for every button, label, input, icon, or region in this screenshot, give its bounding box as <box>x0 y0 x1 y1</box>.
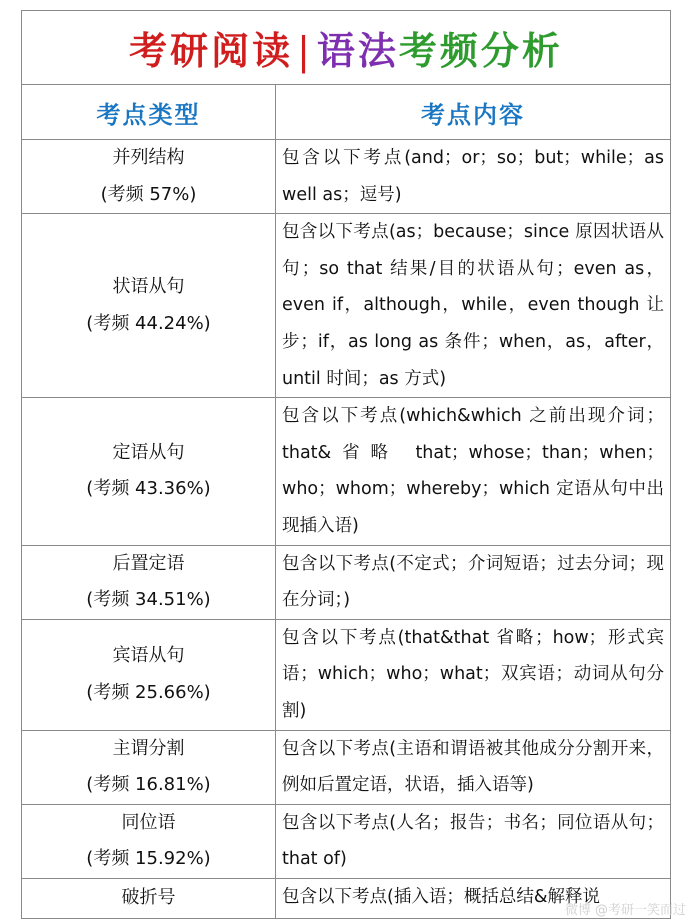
content-cell: 包含以下考点(and；or；so；but；while；as well as；逗号) <box>276 140 671 214</box>
title-part-1: 考研阅读 <box>129 29 294 73</box>
table-row <box>22 140 671 214</box>
type-cell <box>22 878 276 918</box>
table-row <box>22 214 671 398</box>
type-cell <box>22 730 276 804</box>
type-cell <box>22 619 276 730</box>
content-cell: 包含以下考点(不定式；介词短语；过去分词；现在分词；) <box>276 545 671 619</box>
frequency-table-sheet <box>21 10 670 919</box>
table-row <box>22 398 671 545</box>
type-frequency: (考频 15.92%) <box>86 848 211 870</box>
frequency-table <box>21 10 671 919</box>
title-separator: | <box>297 29 313 73</box>
type-frequency: (考频 25.66%) <box>86 681 211 703</box>
header-type: 考点类型 <box>22 85 276 140</box>
page-title <box>129 29 563 73</box>
type-name: 破折号 <box>121 887 176 909</box>
content-cell: 包含以下考点(插入语；概括总结&解释说 <box>276 878 671 918</box>
content-cell: 包含以下考点(that&that 省略；how；形式宾语；which；who；what；双宾语；动词从句分割) <box>276 619 671 730</box>
title-part-2: 语法 <box>316 29 399 73</box>
type-name: 定语从句 <box>112 441 185 463</box>
type-frequency: (考频 44.24%) <box>86 312 211 334</box>
table-row <box>22 730 671 804</box>
type-name: 后置定语 <box>112 552 185 574</box>
type-name: 并列结构 <box>112 147 185 169</box>
content-cell: 包含以下考点(人名；报告；书名；同位语从句；that of) <box>276 804 671 878</box>
table-row <box>22 545 671 619</box>
content-cell: 包含以下考点(as；because；since 原因状语从句；so that 结果/目的状语从句；even as，even if，although，while，even though 让步；if，as long as 条件；when，as，after，until 时间；as 方式) <box>276 214 671 398</box>
type-name: 宾语从句 <box>112 645 185 667</box>
content-cell: 包含以下考点(which&which 之前出现介词；that&省略 that；whose；than；when；who；whom；whereby；which 定语从句中出现插入语) <box>276 398 671 545</box>
title-cell <box>22 11 671 85</box>
title-part-3: 考频分析 <box>398 29 563 73</box>
type-frequency: (考频 16.81%) <box>86 774 211 796</box>
type-frequency: (考频 57%) <box>100 183 197 205</box>
table-row <box>22 619 671 730</box>
type-name: 主谓分割 <box>112 737 185 759</box>
type-frequency: (考频 43.36%) <box>86 478 211 500</box>
header-row <box>22 85 671 140</box>
watermark: 微博 @考研一笑而过 <box>564 903 686 918</box>
type-name: 状语从句 <box>112 276 185 298</box>
type-name: 同位语 <box>121 811 176 833</box>
title-row <box>22 11 671 85</box>
type-cell <box>22 545 276 619</box>
type-frequency: (考频 34.51%) <box>86 589 211 611</box>
table-row <box>22 804 671 878</box>
type-cell <box>22 140 276 214</box>
type-cell <box>22 804 276 878</box>
header-content: 考点内容 <box>276 85 671 140</box>
content-cell: 包含以下考点(主语和谓语被其他成分分割开来，例如后置定语，状语，插入语等) <box>276 730 671 804</box>
type-cell <box>22 214 276 398</box>
type-cell <box>22 398 276 545</box>
